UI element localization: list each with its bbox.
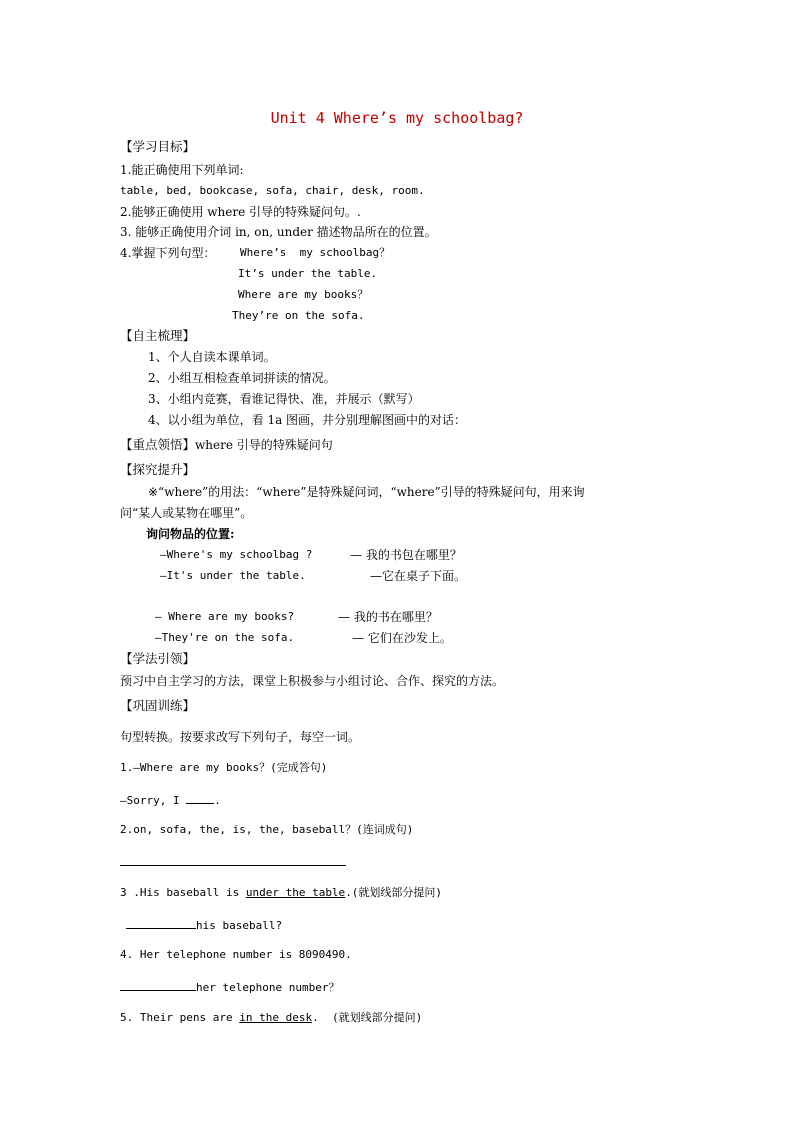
practice-instruction: 句型转换。按要求改写下列句子，每空一词。 [120, 730, 361, 744]
objective-item-1: 1.能正确使用下列单词: [120, 163, 244, 177]
pattern-sentence-2: It’s under the table. [238, 267, 378, 280]
question-3 [120, 885, 442, 901]
objective-item-2: 2.能够正确使用 where 引导的特殊疑问句。. [120, 205, 361, 219]
dialogue-2-question-en: — Where are my books? [155, 610, 295, 623]
answer-blank[interactable] [126, 916, 196, 929]
pattern-sentence-3: Where are my books？ [238, 288, 369, 301]
question-4: 4. Her telephone number is 8090490. [120, 948, 352, 961]
question-1-answer-line [120, 791, 221, 809]
answer-blank[interactable] [120, 978, 196, 991]
dialogue-2-answer-en: —They're on the sofa. [155, 631, 295, 644]
question-3-prefix: 3 .His baseball is [120, 886, 246, 899]
objective-item-3: 3. 能够正确使用介词 in, on, under 描述物品所在的位置。 [120, 225, 437, 239]
pattern-sentence-4: They’re on the sofa. [232, 309, 365, 322]
explore-paragraph-line-1: ※“where”的用法：“where”是特殊疑问词，“where”引导的特殊疑问句，用来询 [148, 485, 585, 499]
question-4-answer-text: her telephone number？ [196, 981, 340, 994]
dialogue-2-question-cn: — 我的书在哪里？ [338, 610, 438, 624]
practice-heading: 【巩固训练】 [120, 698, 196, 713]
question-2: 2.on, sofa, the, is, the, baseball？(连词成句) [120, 823, 414, 836]
self-study-item: 3、小组内竞赛，看谁记得快、准，并展示（默写） [148, 392, 420, 406]
objective-item-4-label: 4.掌握下列句型： [120, 246, 216, 260]
question-1: 1.—Where are my books？(完成答句) [120, 761, 328, 774]
self-study-item: 1、个人自读本课单词。 [148, 350, 276, 364]
question-5-suffix: . (就划线部分提问) [312, 1011, 423, 1024]
self-study-item: 2、小组互相检查单词拼读的情况。 [148, 371, 336, 385]
question-2-answer-line [120, 853, 346, 870]
question-3-answer-line [126, 916, 282, 934]
page-title: Unit 4 Where’s my schoolbag? [270, 109, 524, 127]
question-1-answer-prefix: —Sorry, I [120, 794, 180, 807]
method-heading: 【学法引领】 [120, 651, 196, 666]
dialogue-1-answer-en: —It's under the table. [160, 569, 306, 582]
question-3-underlined: under the table [245, 886, 346, 899]
question-5-underlined: in the desk [239, 1011, 313, 1024]
vocabulary-list: table, bed, bookcase, sofa, chair, desk, room. [120, 184, 425, 197]
dialogue-1-answer-cn: —它在桌子下面。 [370, 569, 467, 583]
dialogue-2-answer-cn: — 它们在沙发上。 [352, 631, 452, 645]
self-study-item: 4、以小组为单位，看 1a 图画，并分别理解图画中的对话： [148, 413, 467, 427]
question-5 [120, 1010, 422, 1026]
key-point-line [120, 437, 333, 453]
objectives-heading: 【学习目标】 [120, 139, 196, 154]
dialogue-1-question-en: —Where's my schoolbag ? [160, 548, 313, 561]
key-point-heading: 【重点领悟】 [120, 437, 196, 452]
answer-blank[interactable] [186, 791, 214, 804]
question-4-answer-line [120, 978, 339, 996]
self-study-heading: 【自主梳理】 [120, 328, 196, 343]
key-point-text: where 引导的特殊疑问句 [195, 438, 333, 452]
answer-blank[interactable] [120, 853, 346, 866]
question-3-suffix: .(就划线部分提问) [345, 886, 443, 899]
question-1-answer-suffix: . [214, 794, 221, 807]
method-text: 预习中自主学习的方法，课堂上积极参与小组讨论、合作、探究的方法。 [120, 674, 505, 688]
question-5-prefix: 5. Their pens are [120, 1011, 240, 1024]
question-3-answer-text: his baseball? [196, 919, 283, 932]
dialogue-1-question-cn: — 我的书包在哪里？ [350, 548, 462, 562]
pattern-sentence-1: Where’s my schoolbag？ [240, 246, 391, 259]
explore-subheading: 询问物品的位置: [146, 527, 235, 541]
explore-paragraph-line-2: 问“某人或某物在哪里”。 [120, 506, 253, 520]
explore-heading: 【探究提升】 [120, 462, 196, 477]
